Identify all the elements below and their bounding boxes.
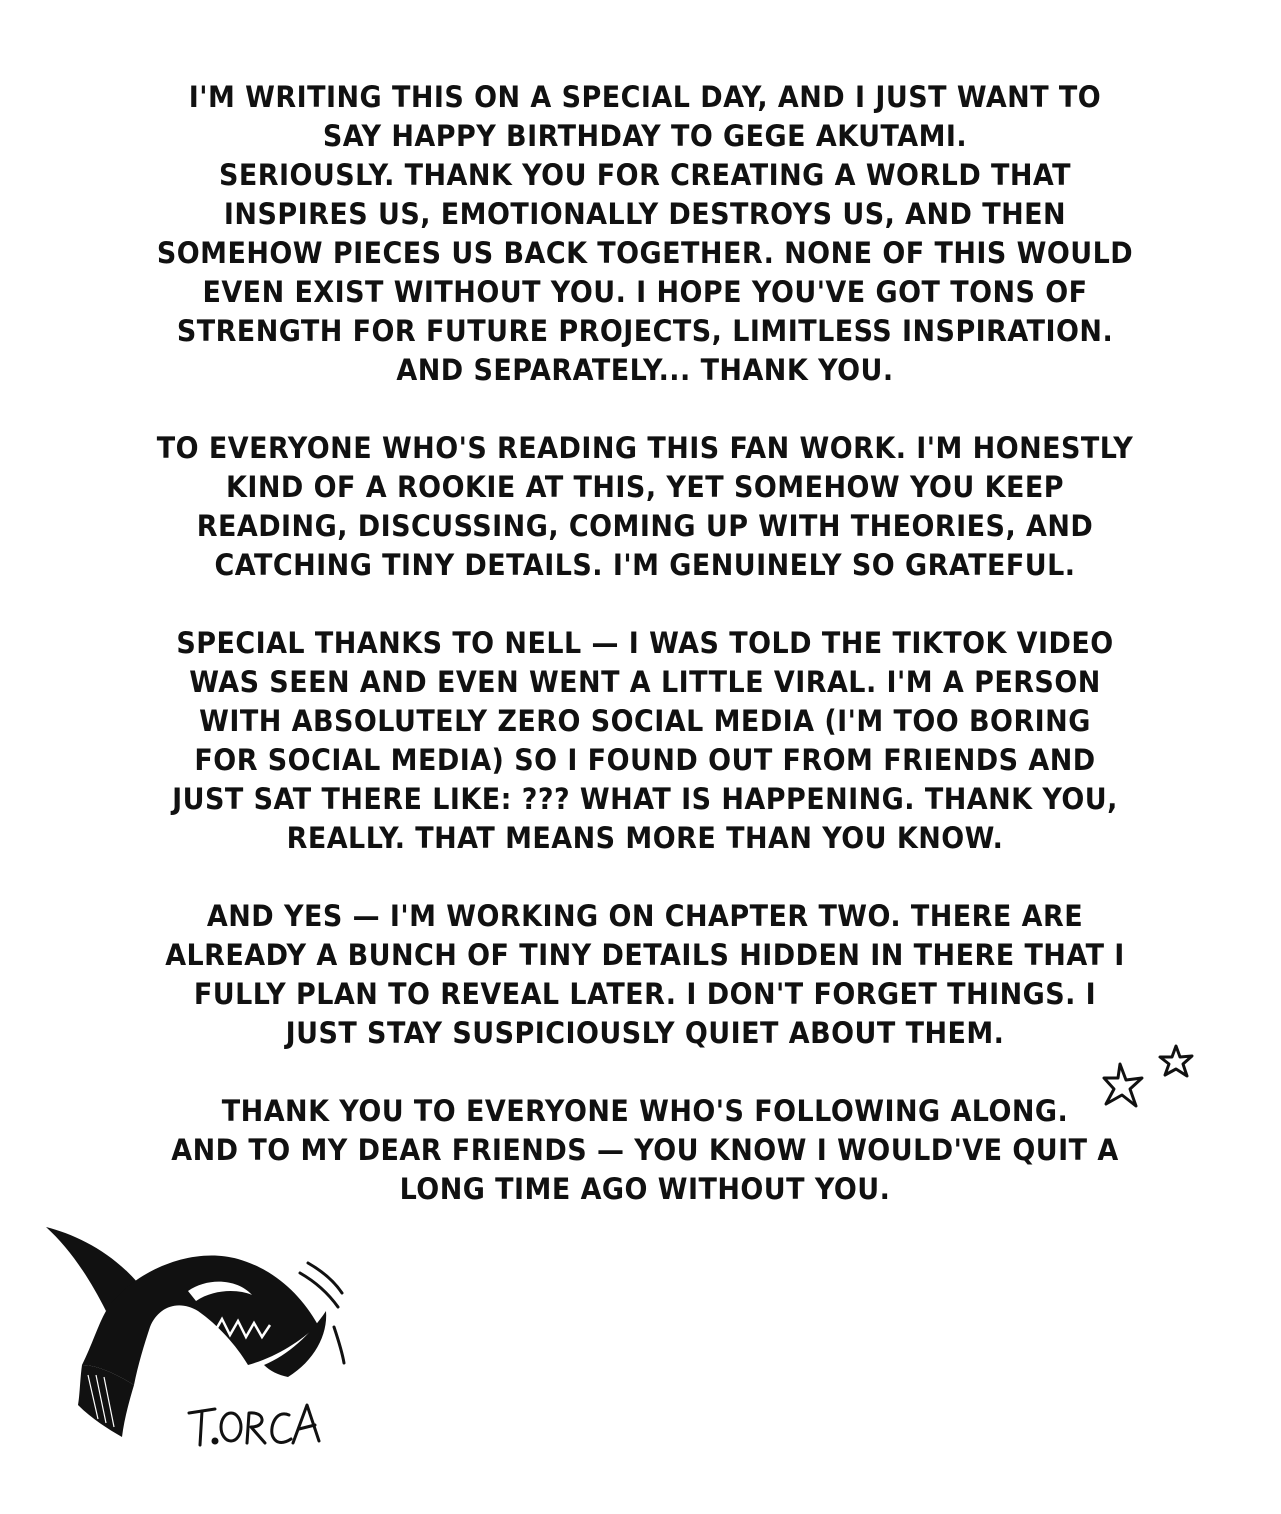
text-line: AND YES — I'M WORKING ON CHAPTER TWO. THERE ARE (206, 899, 1084, 933)
text-line: READING, DISCUSSING, COMING UP WITH THEORIES, AND (196, 509, 1094, 543)
paragraph-birthday (110, 78, 1180, 390)
text-line: REALLY. THAT MEANS MORE THAN YOU KNOW. (286, 821, 1004, 855)
stars-doodle-icon (1098, 1042, 1208, 1122)
text-line: LONG TIME AGO WITHOUT YOU. (399, 1172, 891, 1206)
text-line: WITH ABSOLUTELY ZERO SOCIAL MEDIA (I'M TOO BORING (199, 704, 1091, 738)
text-line: KIND OF A ROOKIE AT THIS, YET SOMEHOW YOU KEEP (226, 470, 1064, 504)
paragraph-thanks-nell (110, 624, 1180, 858)
text-line: INSPIRES US, EMOTIONALLY DESTROYS US, AND THEN (223, 197, 1067, 231)
paragraph-chapter-two (110, 897, 1180, 1053)
text-line: AND SEPARATELY... THANK YOU. (396, 353, 894, 387)
text-line: STRENGTH FOR FUTURE PROJECTS, LIMITLESS INSPIRATION. (176, 314, 1114, 348)
text-line: SOMEHOW PIECES US BACK TOGETHER. NONE OF THIS WOULD (156, 236, 1134, 270)
text-line: CATCHING TINY DETAILS. I'M GENUINELY SO GRATEFUL. (214, 548, 1076, 582)
paragraph-readers (110, 429, 1180, 585)
text-line: SERIOUSLY. THANK YOU FOR CREATING A WORLD THAT (218, 158, 1072, 192)
text-line: JUST SAT THERE LIKE: ??? WHAT IS HAPPENING. THANK YOU, (172, 782, 1118, 816)
text-line: FULLY PLAN TO REVEAL LATER. I DON'T FORGET THINGS. I (193, 977, 1097, 1011)
text-line: TO EVERYONE WHO'S READING THIS FAN WORK. I'M HONESTLY (156, 431, 1134, 465)
text-line: JUST STAY SUSPICIOUSLY QUIET ABOUT THEM. (285, 1016, 1005, 1050)
text-line: AND TO MY DEAR FRIENDS — YOU KNOW I WOULD'VE QUIT A (171, 1133, 1119, 1167)
text-line: ALREADY A BUNCH OF TINY DETAILS HIDDEN IN THERE THAT I (165, 938, 1125, 972)
text-line: THANK YOU TO EVERYONE WHO'S FOLLOWING ALONG. (221, 1094, 1069, 1128)
text-line: SAY HAPPY BIRTHDAY TO GEGE AKUTAMI. (322, 119, 968, 153)
text-line: WAS SEEN AND EVEN WENT A LITTLE VIRAL. I'M A PERSON (189, 665, 1101, 699)
signature-torca (185, 1395, 335, 1455)
paragraph-friends (110, 1092, 1180, 1209)
text-line: SPECIAL THANKS TO NELL — I WAS TOLD THE TIKTOK VIDEO (176, 626, 1114, 660)
text-line: I'M WRITING THIS ON A SPECIAL DAY, AND I JUST WANT TO (188, 80, 1102, 114)
text-line: FOR SOCIAL MEDIA) SO I FOUND OUT FROM FRIENDS AND (194, 743, 1096, 777)
letter-text (110, 78, 1180, 1248)
text-line: EVEN EXIST WITHOUT YOU. I HOPE YOU'VE GOT TONS OF (202, 275, 1088, 309)
